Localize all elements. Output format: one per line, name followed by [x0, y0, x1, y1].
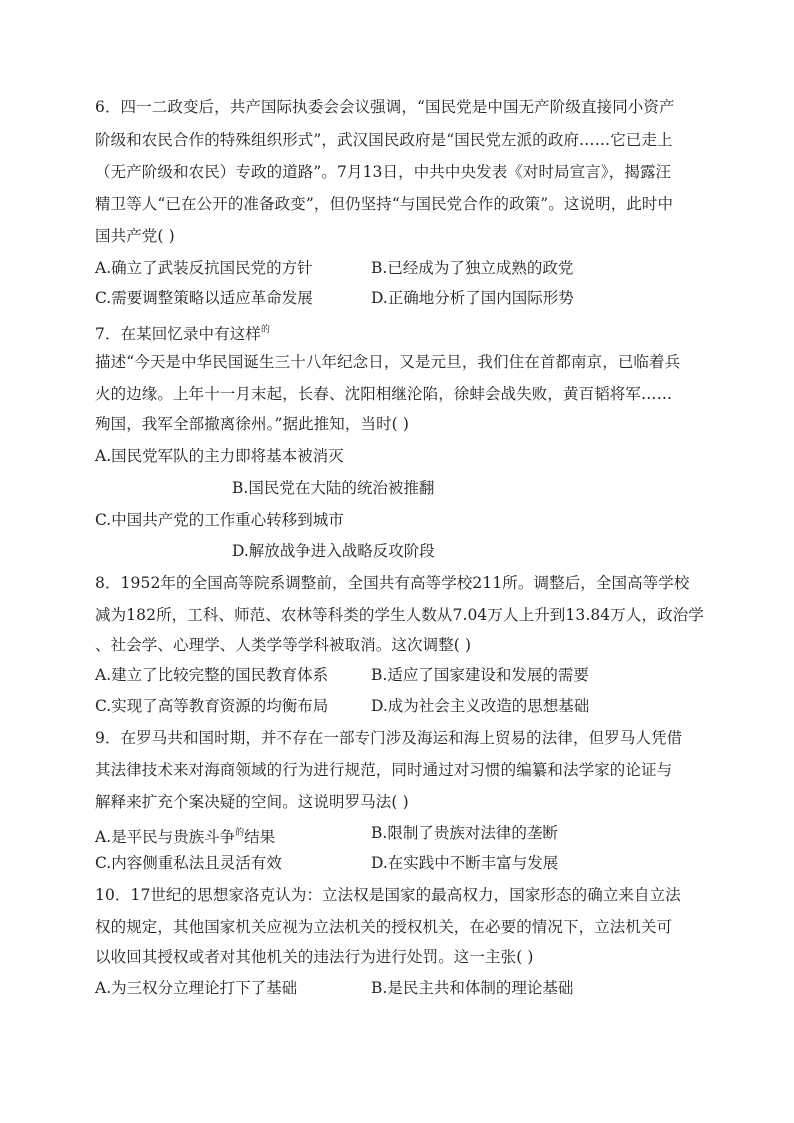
q7-stem-line-3: 火的边缘。上年十一月末起，长春、沈阳相继沦陷，徐蚌会战失败，黄百韬将军……: [95, 385, 673, 403]
q7-stem-line-2: 描述“今天是中华民国诞生三十八年纪念日，又是元旦，我们住在首都南京，已临着兵: [95, 353, 681, 371]
q8-option-c: C.实现了高等教育资源的均衡布局: [95, 697, 329, 715]
q6-option-a: A.确立了武装反抗国民党的方针: [95, 259, 313, 277]
q7-stem-line-1-text: 7．在某回忆录中有这样: [95, 325, 261, 343]
q7-stem-line-4: 殉国，我军全部撤离徐州。”据此推知，当时( ): [95, 415, 409, 433]
q9-stem-line-3: 解释来扩充个案决疑的空间。这说明罗马法( ): [95, 793, 409, 811]
q9-option-a-text-end: 结果: [244, 828, 276, 846]
q7-stem-line-1: [95, 320, 705, 344]
q8-option-b: B.适应了国家建设和发展的需要: [371, 666, 589, 684]
q9-option-c: C.内容侧重私法且灵活有效: [95, 854, 282, 872]
q9-option-a-text: A.是平民与贵族斗争: [95, 828, 236, 846]
q10-option-b: B.是民主共和体制的理论基础: [371, 979, 574, 997]
q6-stem-line-2: 阶级和农民合作的特殊组织形式”，武汉国民政府是“国民党左派的政府……它已走上: [95, 131, 673, 149]
q7-stem-superscript: 的: [260, 325, 271, 335]
q6-option-c: C.需要调整策略以适应革命发展: [95, 289, 313, 307]
q8-option-d: D.成为社会主义改造的思想基础: [371, 697, 590, 715]
q6-stem-line-4: 精卫等人“已在公开的准备政变”，但仍坚持“与国民党合作的政策”。这说明，此时中: [95, 195, 674, 213]
q7-option-c: C.中国共产党的工作重心转移到城市: [95, 511, 344, 529]
q6-option-d: D.正确地分析了国内国际形势: [371, 289, 574, 307]
q6-stem-line-5: 国共产党( ): [95, 227, 175, 245]
q6-stem-line-1: 6．四一二政变后，共产国际执委会会议强调，“国民党是中国无产阶级直接同小资产: [95, 98, 675, 116]
q8-stem-line-1: 8．1952年的全国高等院系调整前，全国共有高等学校211所。调整后，全国高等学校: [95, 574, 690, 592]
q9-option-b: B.限制了贵族对法律的垄断: [371, 824, 558, 842]
q6-option-b: B.已经成为了独立成熟的政党: [371, 259, 574, 277]
q9-stem-line-1: 9．在罗马共和国时期，并不存在一部专门涉及海运和海上贸易的法律，但罗马人凭借: [95, 729, 683, 747]
q8-option-a: A.建立了比较完整的国民教育体系: [95, 666, 329, 684]
q6-stem-line-3: （无产阶级和农民）专政的道路”。7月13日，中共中央发表《对时局宣言》，揭露汪: [95, 163, 672, 181]
q9-option-d: D.在实践中不断丰富与发展: [371, 854, 559, 872]
q10-stem-line-2: 权的规定，其他国家机关应视为立法机关的授权机关，在必要的情况下，立法机关可: [95, 918, 673, 936]
q8-stem-line-2: 减为182所，工科、师范、农林等科类的学生人数从7.04万人上升到13.84万人，政治学: [95, 606, 704, 624]
q9-option-a: [95, 823, 275, 847]
q9-option-a-superscript: 的: [235, 828, 245, 838]
q10-option-a: A.为三权分立理论打下了基础: [95, 979, 298, 997]
q10-stem-line-1: 10．17世纪的思想家洛克认为：立法权是国家的最高权力，国家形态的确立来自立法: [95, 886, 681, 904]
q10-stem-line-3: 以收回其授权或者对其他机关的违法行为进行处罚。这一主张( ): [95, 948, 534, 966]
q7-option-d: D.解放战争进入战略反攻阶段: [232, 542, 435, 560]
q7-option-a: A.国民党军队的主力即将基本被消灭: [95, 447, 344, 465]
q9-stem-line-2: 其法律技术来对海商领域的行为进行规范，同时通过对习惯的编纂和法学家的论证与: [95, 761, 673, 779]
q8-stem-line-3: 、社会学、心理学、人类学等学科被取消。这次调整( ): [95, 636, 472, 654]
q7-option-b: B.国民党在大陆的统治被推翻: [232, 479, 435, 497]
